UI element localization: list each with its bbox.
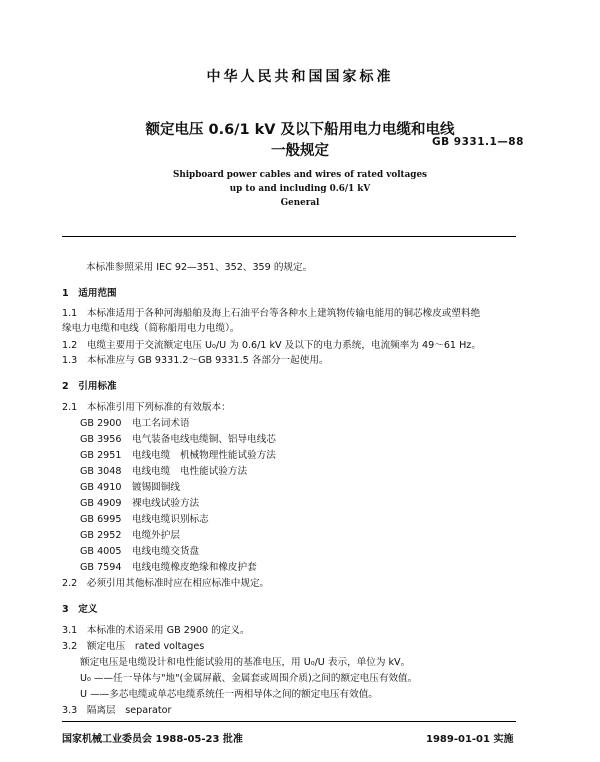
standard-number: GB 9331.1—88 xyxy=(432,136,524,148)
clause-1-1-line-1: 1.1 本标准适用于各种河海船舶及海上石油平台等各种水上建筑物传输电能用的铜芯橡皮或塑料绝 xyxy=(62,308,481,319)
ref-item: GB 3048 电线电缆 电性能试验方法 xyxy=(80,466,248,477)
title-line-2: 一般规定 xyxy=(271,143,329,159)
ref-item: GB 4910 镀锡圆铜线 xyxy=(80,482,180,493)
ref-item: GB 2900 电工名词术语 xyxy=(80,418,190,429)
ref-item: GB 6995 电线电缆识别标志 xyxy=(80,514,209,525)
clause-3-2: 3.2 额定电压 rated voltages xyxy=(62,641,205,652)
clause-3-2-u: U ——多芯电缆或单芯电缆系统任一两相导体之间的额定电压有效值。 xyxy=(80,689,378,700)
english-title-line-3: General xyxy=(280,198,320,208)
ref-item: GB 2951 电线电缆 机械物理性能试验方法 xyxy=(80,450,276,461)
section-2-heading: 2 引用标准 xyxy=(62,381,117,392)
clause-3-2-u0: U₀ ——任一导体与"地"(金属屏蔽、金属套或周围介质)之间的额定电压有效值。 xyxy=(80,673,418,684)
clause-3-1: 3.1 本标准的术语采用 GB 2900 的定义。 xyxy=(62,625,250,636)
clause-3-3: 3.3 隔离层 separator xyxy=(62,705,172,716)
section-3-heading: 3 定义 xyxy=(62,604,98,615)
clause-2-1: 2.1 本标准引用下列标准的有效版本： xyxy=(62,402,231,413)
english-title-line-2: up to and including 0.6/1 kV xyxy=(229,184,371,194)
english-title-line-1: Shipboard power cables and wires of rated voltages xyxy=(172,170,428,180)
ref-item: GB 4005 电线电缆交货盘 xyxy=(80,546,200,557)
clause-1-3: 1.3 本标准应与 GB 9331.2～GB 9331.5 各部分一起使用。 xyxy=(62,355,329,366)
issuing-header: 中华人民共和国国家标准 xyxy=(206,69,394,85)
approval-date: 国家机械工业委员会 1988-05-23 批准 xyxy=(62,734,243,745)
implementation-date: 1989-01-01 实施 xyxy=(426,734,514,745)
ref-item: GB 3956 电气装备电线电缆铜、铝导电线芯 xyxy=(80,434,276,445)
clause-1-1-line-2: 缘电力电缆和电线（简称船用电力电缆）。 xyxy=(62,323,240,334)
section-1-heading: 1 适用范围 xyxy=(62,288,117,299)
intro-text: 本标准参照采用 IEC 92—351、352、359 的规定。 xyxy=(86,262,313,273)
clause-1-2: 1.2 电缆主要用于交流额定电压 U₀/U 为 0.6/1 kV 及以下的电力系统，电流频率为 49～61 Hz。 xyxy=(62,340,481,351)
ref-item: GB 7594 电线电缆橡皮绝缘和橡皮护套 xyxy=(80,562,257,573)
bottom-rule xyxy=(62,721,516,722)
clause-3-2-definition: 额定电压是电缆设计和电性能试验用的基准电压，用 U₀/U 表示，单位为 kV。 xyxy=(80,657,411,668)
clause-2-2: 2.2 必须引用其他标准时应在相应标准中规定。 xyxy=(62,578,270,589)
title-line-1: 额定电压 0.6/1 kV 及以下船用电力电缆和电线 xyxy=(145,122,455,138)
ref-item: GB 2952 电缆外护层 xyxy=(80,530,180,541)
ref-item: GB 4909 裸电线试验方法 xyxy=(80,498,200,509)
top-rule xyxy=(62,236,516,237)
